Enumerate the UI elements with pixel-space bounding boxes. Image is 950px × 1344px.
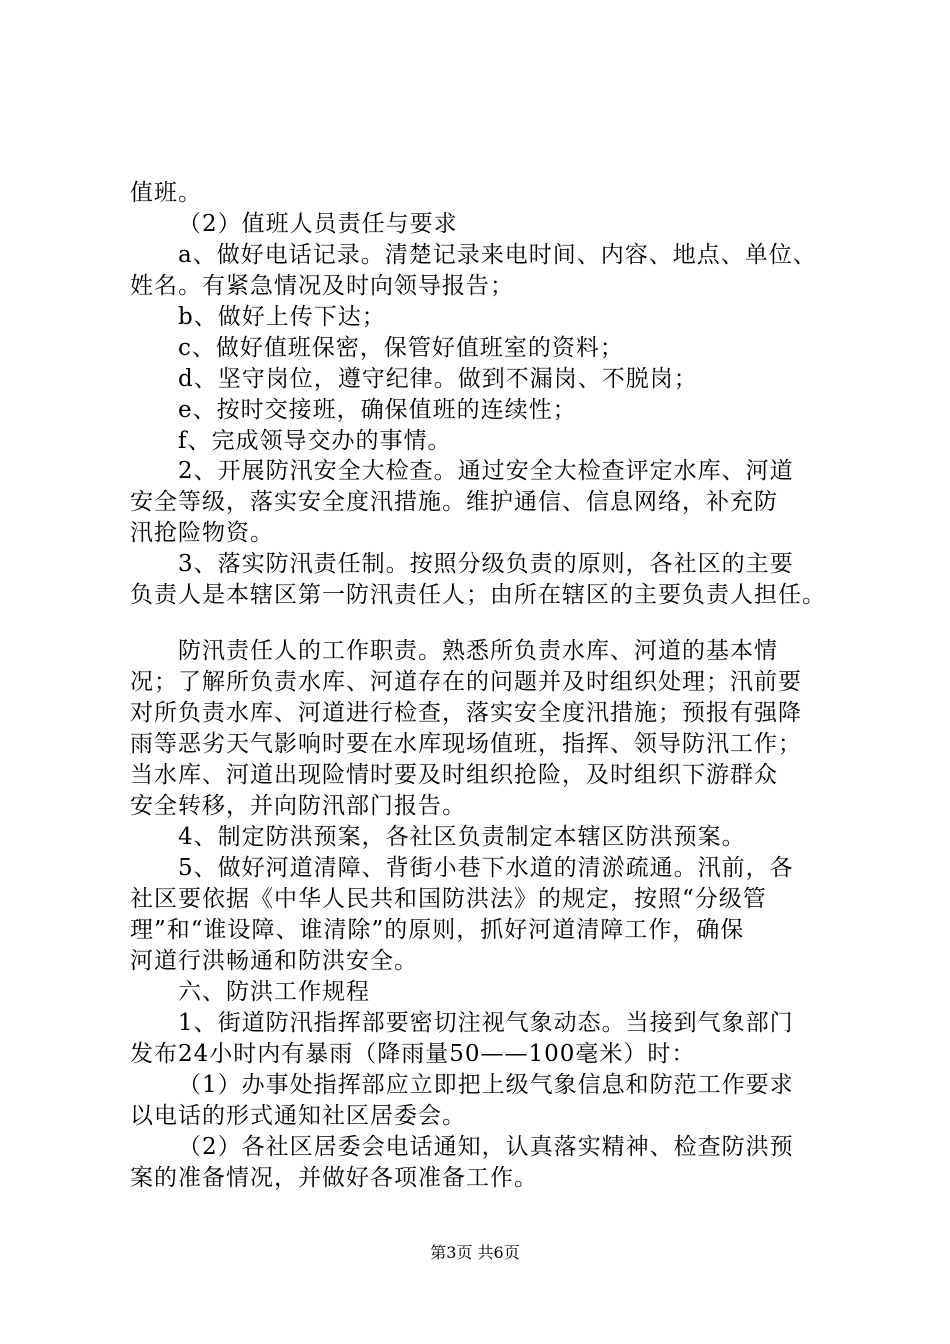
text-line: 雨等恶劣天气影响时要在水库现场值班，指挥、领导防汛工作； — [130, 731, 802, 757]
text-line: 社区要依据《中华人民共和国防洪法》的规定，按照“分级管 — [130, 886, 767, 912]
text-line: a、做好电话记录。清楚记录来电时间、内容、地点、单位、 — [178, 242, 817, 268]
text-line: d、坚守岗位，遵守纪律。做到不漏岗、不脱岗； — [178, 366, 698, 392]
text-line: 理”和“谁设障、谁清除”的原则，抓好河道清障工作，确保 — [130, 917, 745, 943]
text-line: 发布24小时内有暴雨（降雨量50——100毫米）时： — [130, 1041, 696, 1067]
page-footer: 第3页 共6页 — [430, 1243, 520, 1262]
text-line: 六、防洪工作规程 — [178, 979, 370, 1005]
text-line: 汛抢险物资。 — [130, 520, 274, 546]
text-line: 河道行洪畅通和防洪安全。 — [130, 948, 418, 974]
text-line: 防汛责任人的工作职责。熟悉所负责水库、河道的基本情 — [178, 638, 778, 664]
text-line: 3、落实防汛责任制。按照分级负责的原则，各社区的主要 — [178, 551, 794, 577]
text-line: 案的准备情况，并做好各项准备工作。 — [130, 1165, 538, 1191]
text-line: f、完成领导交办的事情。 — [178, 428, 452, 454]
text-line: 值班。 — [130, 180, 202, 206]
text-line: 以电话的形式通知社区居委会。 — [130, 1103, 466, 1129]
text-line: 当水库、河道出现险情时要及时组织抢险，及时组织下游群众 — [130, 762, 778, 788]
text-line: （2）值班人员责任与要求 — [178, 211, 458, 237]
text-line: 安全转移，并向防汛部门报告。 — [130, 793, 466, 819]
text-line: （1）办事处指挥部应立即把上级气象信息和防范工作要求 — [178, 1072, 794, 1098]
text-line: 负责人是本辖区第一防汛责任人；由所在辖区的主要负责人担任。 — [130, 582, 826, 608]
text-line: 5、做好河道清障、背街小巷下水道的清淤疏通。汛前，各 — [178, 855, 794, 881]
text-line: 安全等级，落实安全度汛措施。维护通信、信息网络，补充防 — [130, 489, 778, 515]
text-line: 况；了解所负责水库、河道存在的问题并及时组织处理；汛前要 — [130, 669, 802, 695]
text-line: （2）各社区居委会电话通知，认真落实精神、检查防洪预 — [178, 1134, 794, 1160]
text-line: 姓名。有紧急情况及时向领导报告； — [130, 273, 514, 299]
text-line: e、按时交接班，确保值班的连续性； — [178, 397, 577, 423]
text-line: b、做好上传下达； — [178, 304, 386, 330]
text-line: 2、开展防汛安全大检查。通过安全大检查评定水库、河道 — [178, 458, 794, 484]
text-line: 4、制定防洪预案，各社区负责制定本辖区防洪预案。 — [178, 824, 746, 850]
text-line: 1、街道防汛指挥部要密切注视气象动态。当接到气象部门 — [178, 1010, 794, 1036]
text-line: 对所负责水库、河道进行检查，落实安全度汛措施；预报有强降 — [130, 700, 802, 726]
text-line: c、做好值班保密，保管好值班室的资料； — [178, 335, 624, 361]
